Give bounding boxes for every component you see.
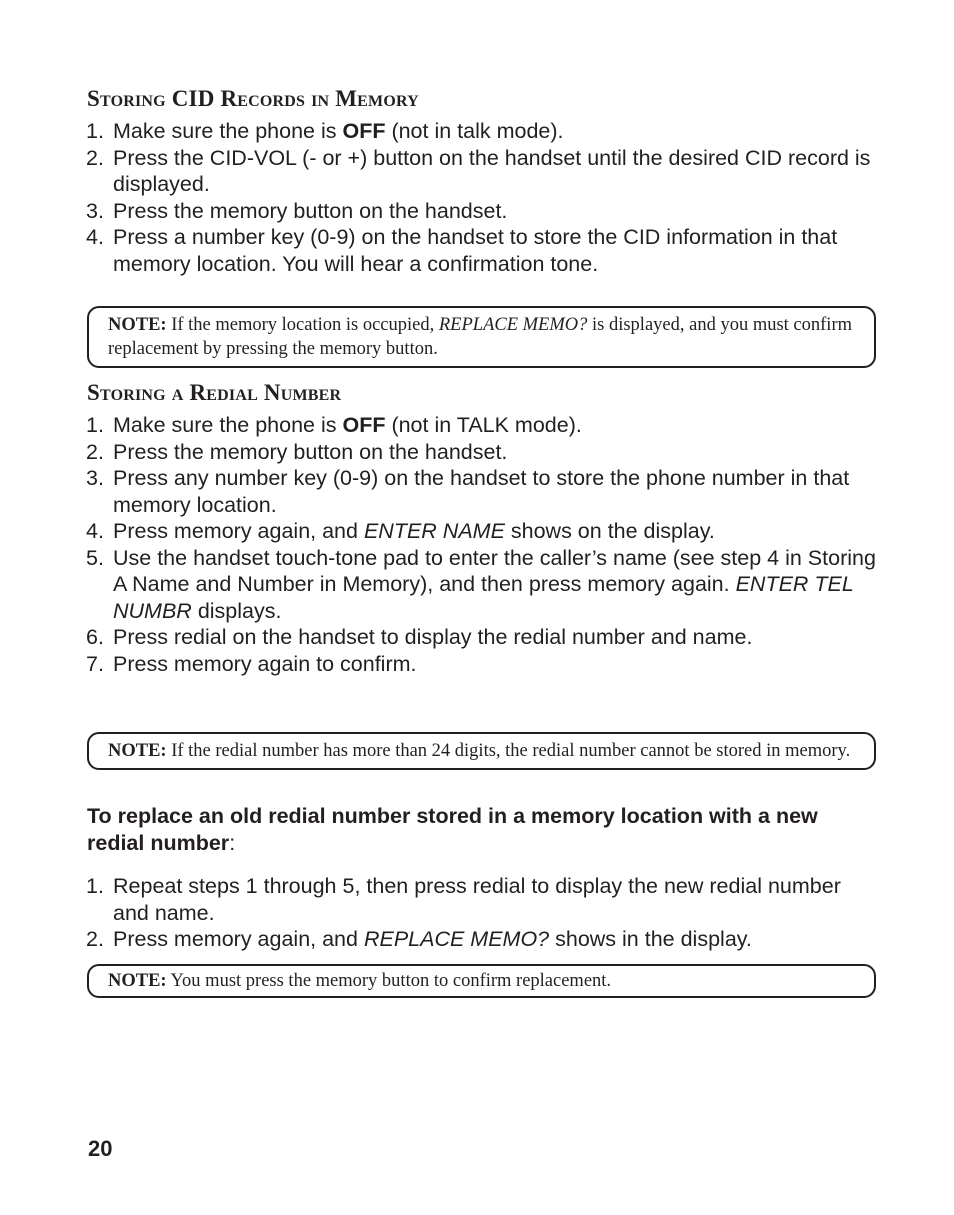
list-item [86, 624, 876, 651]
step-number: 1. [86, 119, 104, 143]
display-message: ENTER NAME [363, 519, 505, 543]
list-item [86, 651, 876, 678]
note-text: You must press the memory button to confirm replacement. [170, 971, 612, 991]
note-box-confirm-replacement [87, 964, 876, 998]
note-box-memory-occupied: NOTE: If the memory location is occupied, REPLACE MEMO? is displayed, and you must confirm replacement by pressing the memory button. [87, 306, 876, 368]
note-box-redial-digits [87, 732, 876, 770]
list-item: 4. Press memory again, and ENTER NAME shows on the display. [86, 519, 715, 543]
list-item: 5. Use the handset touch-tone pad to enter the caller’s name (see step 4 in Storing A Name and Number in Memory), and then press memory again. ENTER TEL NUMBR displays. [86, 545, 876, 623]
cid-storing-steps [86, 118, 876, 277]
emphasis-off: OFF [342, 413, 386, 437]
step-number: 1. [86, 413, 104, 437]
step-number: 1. [86, 874, 104, 898]
list-item [86, 145, 876, 198]
list-item [86, 224, 876, 277]
replace-redial-heading: To replace an old redial number stored in a memory location with a new redial number: [87, 804, 818, 855]
list-item [86, 465, 876, 518]
step-number: 2. [86, 145, 104, 170]
step-number: 3. [86, 198, 104, 223]
step-text: Press the memory button on the handset. [113, 439, 508, 464]
step-text: Press the CID-VOL (- or +) button on the handset until the desired CID record is displayed. [113, 145, 871, 196]
list-item [86, 198, 876, 225]
emphasis-off: OFF [342, 119, 386, 143]
step-text: Press redial on the handset to display the redial number and name. [113, 625, 753, 649]
note-text: If the redial number has more than 24 digits, the redial number cannot be stored in memory. [171, 741, 851, 761]
list-item: 1. Make sure the phone is OFF (not in talk mode). [86, 119, 564, 143]
redial-storing-steps [86, 412, 876, 677]
display-message: REPLACE MEMO? [363, 927, 550, 951]
step-text: Press a number key (0-9) on the handset to store the CID information in that memory location. You will hear a confirmation tone. [113, 225, 838, 276]
step-text: Press the memory button on the handset. [113, 198, 508, 223]
note-label: NOTE: [108, 315, 167, 335]
replace-redial-steps [86, 873, 876, 953]
section-heading-storing-redial-number: Storing a Redial Number [87, 380, 342, 405]
step-number: 7. [86, 651, 104, 676]
page-number: 20 [88, 1136, 113, 1161]
step-number: 2. [86, 927, 104, 951]
step-number: 3. [86, 466, 104, 490]
note-label: NOTE: [108, 971, 167, 991]
note-label: NOTE: [108, 741, 167, 761]
display-message: REPLACE MEMO? [438, 315, 588, 335]
step-number: 4. [86, 225, 104, 249]
step-number: 5. [86, 545, 104, 570]
list-item: 2. Press memory again, and REPLACE MEMO? shows in the display. [86, 927, 752, 951]
display-message: ENTER TEL NUMBR [113, 572, 854, 623]
step-text: Press memory again to confirm. [113, 651, 417, 676]
step-number: 2. [86, 439, 104, 464]
step-text: Repeat steps 1 through 5, then press redial to display the new redial number and name. [113, 874, 841, 925]
step-number: 6. [86, 625, 104, 649]
step-number: 4. [86, 519, 104, 543]
list-item: 1. Make sure the phone is OFF (not in TALK mode). [86, 413, 582, 437]
list-item [86, 439, 876, 466]
list-item [86, 873, 876, 926]
section-heading-storing-cid-records: Storing CID Records in Memory [87, 86, 419, 111]
step-text: Press any number key (0-9) on the handset to store the phone number in that memory location. [113, 466, 850, 517]
